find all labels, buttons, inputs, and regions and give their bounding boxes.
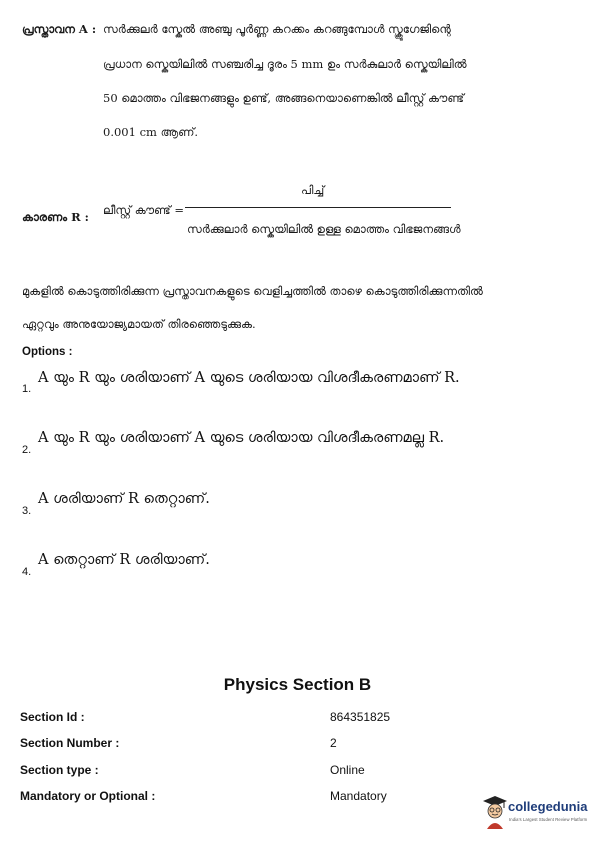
question-line-1: മുകളിൽ കൊടുത്തിരിക്കുന്ന പ്രസ്താവനകളുടെ വെളിച്ചത്തിൽ താഴെ കൊടുത്തിരിക്കുന്നതിൽ <box>22 284 483 298</box>
statement-line-2: പ്രധാന സ്കെയിലിൽ സഞ്ചരിച്ച ദൂരം 5 mm ഉം സർകുലാർ സ്കെയിലിൽ <box>103 57 467 71</box>
least-count-formula <box>103 183 461 243</box>
option-number-4: 4. <box>22 566 32 578</box>
section-title: Physics Section B <box>223 675 372 694</box>
formula-denominator: സർക്കുലാർ സ്കെയിലിൽ ഉള്ള മൊത്തം വിഭജനങ്ങൾ <box>187 222 461 236</box>
option-number-3: 3. <box>22 505 32 517</box>
section-number-label: Section Number : <box>20 736 120 750</box>
reason-label: കാരണം R : <box>22 210 89 224</box>
statement-line-3: 50 മൊത്തം വിഭജനങ്ങളും ഉണ്ട്, അങ്ങനെയാണെങ്കിൽ ലീസ്റ്റ് കൗണ്ട് <box>103 91 464 105</box>
statement-line-1: സർക്കുലർ സ്കേൽ അഞ്ചു പൂർണ്ണ കറക്കം കറങ്ങുമ്പോൾ സ്ക്രൂഗേജിന്റെ <box>103 22 451 36</box>
section-type-label: Section type : <box>20 763 99 777</box>
mandatory-value: Mandatory <box>330 789 387 803</box>
formula-lhs: ലീസ്റ്റ് കൗണ്ട് = <box>103 203 184 217</box>
option-number-2: 2. <box>22 444 32 456</box>
statement-label: പ്രസ്താവന A : <box>22 22 97 36</box>
mandatory-label: Mandatory or Optional : <box>20 789 156 803</box>
section-type-value: Online <box>330 763 365 777</box>
option-number-1: 1. <box>22 383 32 395</box>
section-id-value: 864351825 <box>330 710 391 724</box>
option-text-2[interactable]: A യും R യും ശരിയാണ് A യുടെ ശരിയായ വിശദീകരണമല്ല R. <box>38 430 445 446</box>
fraction-bar <box>185 207 451 208</box>
logo-wordmark: collegedunia <box>508 799 588 814</box>
option-text-3[interactable]: A ശരിയാണ് R തെറ്റാണ്. <box>38 491 210 507</box>
option-text-4[interactable]: A തെറ്റാണ് R ശരിയാണ്. <box>38 552 210 568</box>
student-mascot-icon <box>482 795 508 831</box>
section-id-label: Section Id : <box>20 710 85 724</box>
options-heading: Options : <box>22 346 73 358</box>
question-line-2: ഏറ്റവും അനുയോജ്യമായത് തിരഞ്ഞെടുക്കുക. <box>22 317 256 331</box>
collegedunia-logo[interactable] <box>482 793 588 833</box>
logo-tagline: India's Largest Student Review Platform <box>509 817 588 822</box>
option-text-1[interactable]: A യും R യും ശരിയാണ് A യുടെ ശരിയായ വിശദീകരണമാണ് R. <box>38 370 460 386</box>
formula-numerator: പിച്ച് <box>301 183 325 197</box>
statement-line-4: 0.001 cm ആണ്. <box>103 125 199 139</box>
section-number-value: 2 <box>330 736 337 750</box>
